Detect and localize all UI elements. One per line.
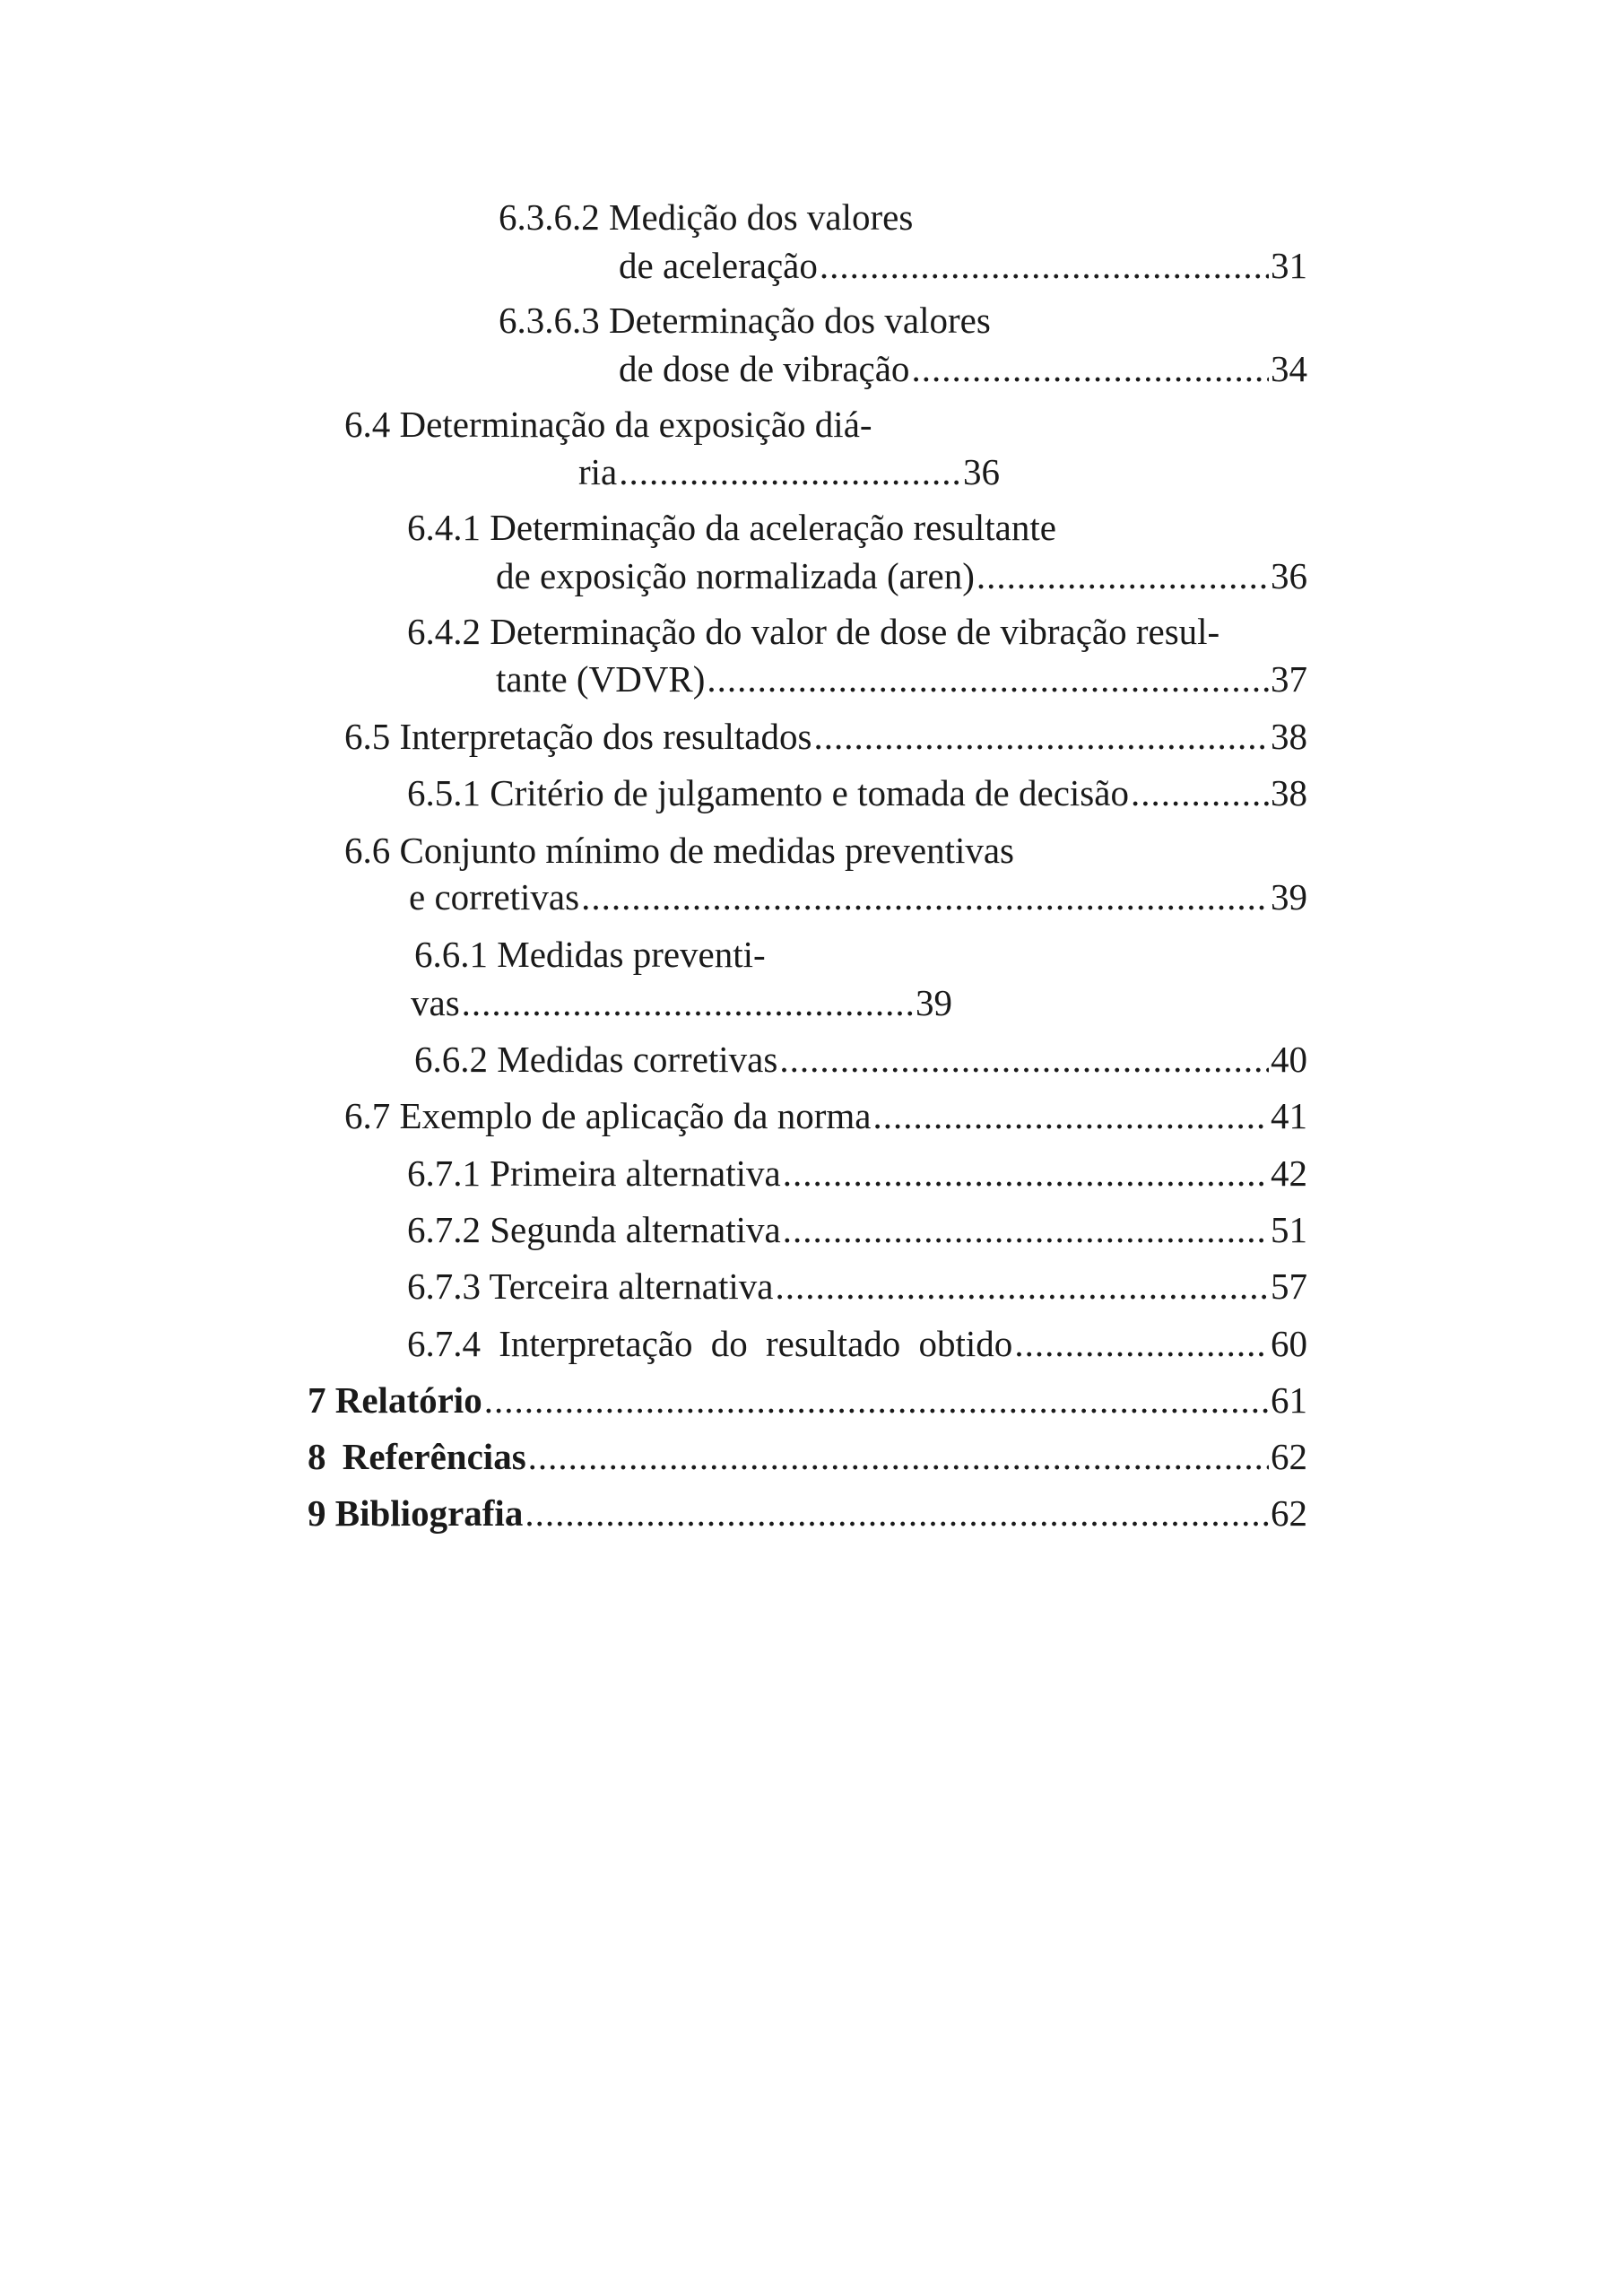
toc-entry-6-7-3[interactable]: [407, 1263, 1307, 1309]
toc-page-number: 34: [1271, 348, 1307, 389]
toc-entry-8[interactable]: [308, 1433, 1307, 1480]
toc-entry-text: 7 Relatório: [308, 1379, 482, 1421]
toc-entry-text: 6.3.6.2 Medição dos valores: [499, 196, 914, 238]
toc-page-number: 39: [916, 982, 952, 1023]
toc-entry-6-6-line1: [344, 827, 1014, 874]
toc-page-number: 37: [1271, 658, 1307, 700]
toc-entry-text: 6.7.4 Interpretação do resultado obtido: [407, 1323, 1013, 1364]
toc-page-number: 38: [1271, 772, 1307, 813]
toc-page-number: 36: [963, 451, 1000, 492]
toc-entry-6-3-6-3-line2[interactable]: [619, 345, 1307, 392]
dot-leader: [911, 345, 1269, 392]
toc-entry-text: 6.4.2 Determinação do valor de dose de vibração resul-: [407, 611, 1220, 652]
dot-leader: [779, 1036, 1269, 1083]
toc-entry-text: 6.4.1 Determinação da aceleração resultante: [407, 507, 1056, 548]
toc-entry-text: 6.7.3 Terceira alternativa: [407, 1265, 774, 1307]
toc-entry-text: 8 Referências: [308, 1436, 526, 1477]
toc-entry-text: 6.6.2 Medidas corretivas: [414, 1039, 778, 1080]
dot-leader: [484, 1377, 1269, 1423]
dot-leader: [1014, 1320, 1269, 1367]
toc-entry-6-6-1-line1: [414, 931, 766, 978]
toc-entry-6-5[interactable]: [344, 713, 1307, 760]
toc-entry-6-6-line2[interactable]: [409, 874, 1307, 920]
toc-page-number: 61: [1271, 1379, 1307, 1421]
toc-entry-6-4-1-line1: [407, 504, 1056, 551]
toc-entry-6-4-line1: [344, 401, 872, 448]
dot-leader: [783, 1150, 1269, 1196]
dot-leader: [707, 656, 1269, 702]
toc-page-number: 40: [1271, 1039, 1307, 1080]
toc-entry-text: 6.5.1 Critério de julgamento e tomada de decisão: [407, 772, 1129, 813]
toc-entry-text: ria: [578, 451, 618, 492]
toc-entry-text: 6.6 Conjunto mínimo de medidas preventivas: [344, 830, 1015, 871]
toc-entry-6-5-1[interactable]: [407, 770, 1307, 816]
dot-leader: [820, 242, 1269, 289]
toc-entry-text: 6.4 Determinação da exposição diá-: [344, 404, 872, 445]
toc-page-number: 57: [1271, 1265, 1307, 1307]
toc-entry-6-7-4[interactable]: [407, 1320, 1307, 1367]
toc-entry-text: 6.7 Exemplo de aplicação da norma: [344, 1095, 872, 1136]
toc-entry-text: de exposição normalizada (aren): [496, 555, 975, 596]
toc-entry-6-3-6-2-line1: [499, 194, 913, 240]
toc-entry-6-3-6-2-line2[interactable]: [619, 242, 1307, 289]
dot-leader: [775, 1263, 1269, 1309]
toc-page-number: 38: [1271, 716, 1307, 757]
toc-page-number: 31: [1271, 245, 1307, 286]
dot-leader: [813, 713, 1269, 760]
toc-entry-6-4-1-line2[interactable]: [496, 552, 1307, 599]
toc-page-number: 51: [1271, 1209, 1307, 1250]
dot-leader: [976, 552, 1269, 599]
dot-leader: [581, 874, 1269, 920]
toc-page-number: 36: [1271, 555, 1307, 596]
toc-entry-6-6-2[interactable]: [414, 1036, 1307, 1083]
toc-page-number: 60: [1271, 1323, 1307, 1364]
toc-page-number: 42: [1271, 1152, 1307, 1194]
toc-entry-text: 6.7.1 Primeira alternativa: [407, 1152, 781, 1194]
dot-leader: [528, 1433, 1269, 1480]
toc-entry-text: 6.7.2 Segunda alternativa: [407, 1209, 781, 1250]
dot-leader: [783, 1206, 1269, 1253]
toc-entry-text: e corretivas: [409, 876, 580, 918]
toc-page-number: 39: [1271, 876, 1307, 918]
toc-entry-6-6-1-line2[interactable]: [411, 979, 952, 1026]
dot-leader: [1131, 770, 1269, 816]
toc-entry-6-4-line2[interactable]: [578, 448, 1000, 495]
toc-entry-6-7-1[interactable]: [407, 1150, 1307, 1196]
toc-entry-text: vas: [411, 982, 460, 1023]
toc-entry-6-7[interactable]: [344, 1092, 1307, 1139]
toc-entry-text: 6.3.6.3 Determinação dos valores: [499, 300, 991, 341]
toc-entry-6-3-6-3-line1: [499, 297, 991, 344]
dot-leader: [872, 1092, 1269, 1139]
toc-entry-6-4-2-line1: [407, 608, 1219, 655]
toc-entry-text: de aceleração: [619, 245, 818, 286]
dot-leader: [462, 979, 914, 1026]
toc-page-number: 62: [1271, 1436, 1307, 1477]
toc-entry-text: 6.6.1 Medidas preventi-: [414, 934, 766, 975]
toc-page-number: 41: [1271, 1095, 1307, 1136]
dot-leader: [619, 448, 961, 495]
toc-entry-text: 6.5 Interpretação dos resultados: [344, 716, 812, 757]
toc-entry-6-7-2[interactable]: [407, 1206, 1307, 1253]
toc-entry-7[interactable]: [308, 1377, 1307, 1423]
toc-page-number: 62: [1271, 1492, 1307, 1534]
toc-entry-6-4-2-line2[interactable]: [496, 656, 1307, 702]
toc-entry-9[interactable]: [308, 1490, 1307, 1536]
toc-entry-text: de dose de vibração: [619, 348, 910, 389]
toc-entry-text: tante (VDVR): [496, 658, 706, 700]
toc-entry-text: 9 Bibliografia: [308, 1492, 524, 1534]
dot-leader: [525, 1490, 1269, 1536]
